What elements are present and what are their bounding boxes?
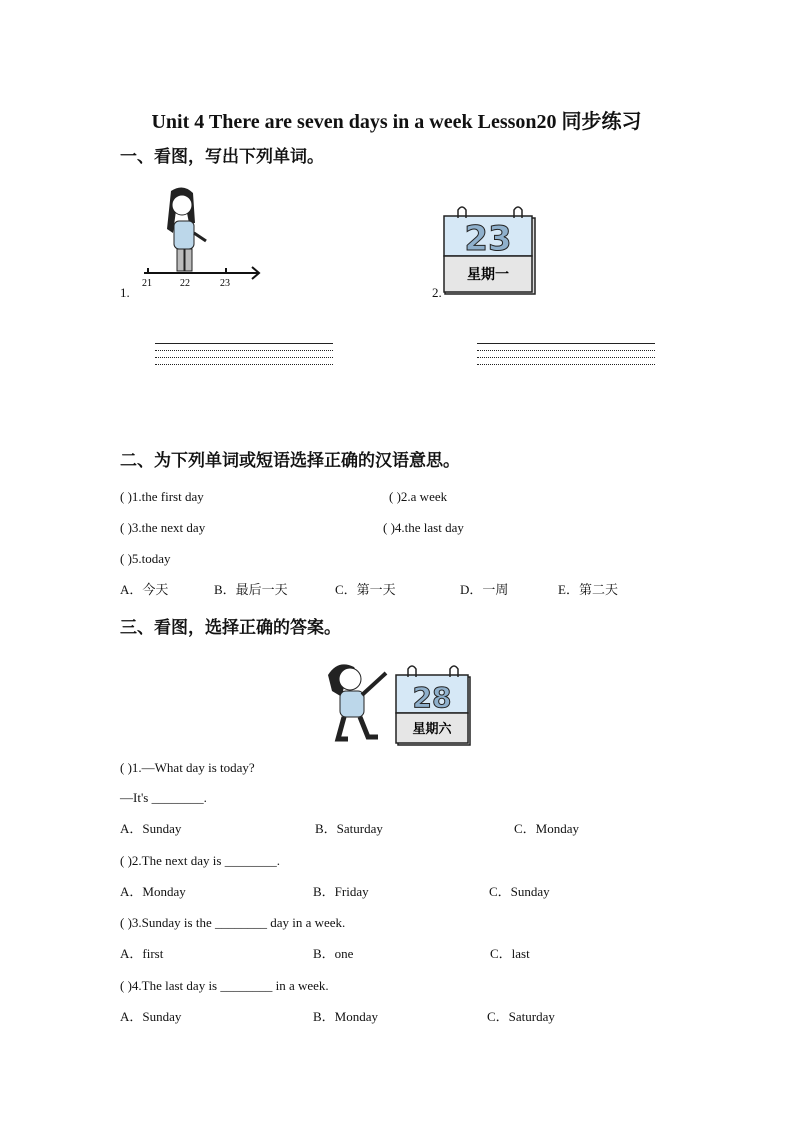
section2-heading: 二、为下列单词或短语选择正确的汉语意思。 [120, 451, 460, 470]
q4-option-b: B．Monday [313, 1009, 379, 1024]
option-d: D．一周 [460, 582, 509, 597]
section3-heading: 三、看图，选择正确的答案。 [120, 618, 341, 637]
calendar-date: 28 [412, 681, 452, 714]
question-1: ( )1.—What day is today? [120, 760, 255, 775]
q2-option-b: B．Friday [313, 884, 369, 899]
tick-21: 21 [142, 278, 152, 289]
vocab-item-3: ( )3.the next day [120, 520, 206, 535]
option-a: A．今天 [120, 582, 169, 597]
q4-option-a: A．Sunday [120, 1009, 182, 1024]
calendar-weekday: 星期一 [467, 267, 509, 283]
calendar-weekday: 星期六 [412, 722, 452, 737]
q3-option-c: C．last [490, 946, 530, 961]
q2-option-c: C．Sunday [489, 884, 550, 899]
question-4: ( )4.The last day is ________ in a week. [120, 978, 329, 993]
tick-23: 23 [220, 278, 230, 289]
tick-22: 22 [180, 278, 190, 289]
q3-option-b: B．one [313, 946, 354, 961]
option-b: B．最后一天 [214, 582, 288, 597]
vocab-item-1: ( )1.the first day [120, 489, 204, 504]
girl-pointing-calendar-image [320, 655, 472, 750]
page-title: Unit 4 There are seven days in a week Lesson20 同步练习 [151, 111, 642, 133]
q2-option-a: A．Monday [120, 884, 186, 899]
vocab-item-2: ( )2.a week [389, 489, 448, 504]
item2-number: 2. [432, 285, 442, 300]
question-1-answer-line: —It's ________. [120, 790, 207, 805]
q3-option-a: A．first [120, 946, 164, 961]
girl-number-line-image [138, 183, 266, 298]
question-2: ( )2.The next day is ________. [120, 853, 280, 868]
writing-lines-1[interactable] [155, 343, 333, 371]
q1-option-b: B．Saturday [315, 821, 383, 836]
vocab-item-5: ( )5.today [120, 551, 171, 566]
option-e: E．第二天 [558, 582, 618, 597]
q1-option-c: C．Monday [514, 821, 580, 836]
vocab-item-4: ( )4.the last day [383, 520, 464, 535]
q4-option-c: C．Saturday [487, 1009, 555, 1024]
question-3: ( )3.Sunday is the ________ day in a week. [120, 915, 346, 930]
writing-lines-2[interactable] [477, 343, 655, 371]
q1-option-a: A．Sunday [120, 821, 182, 836]
section1-heading: 一、看图，写出下列单词。 [120, 147, 324, 166]
option-c: C．第一天 [335, 582, 396, 597]
calendar-image [442, 204, 538, 296]
item1-number: 1. [120, 285, 130, 300]
calendar-date: 23 [464, 219, 512, 259]
